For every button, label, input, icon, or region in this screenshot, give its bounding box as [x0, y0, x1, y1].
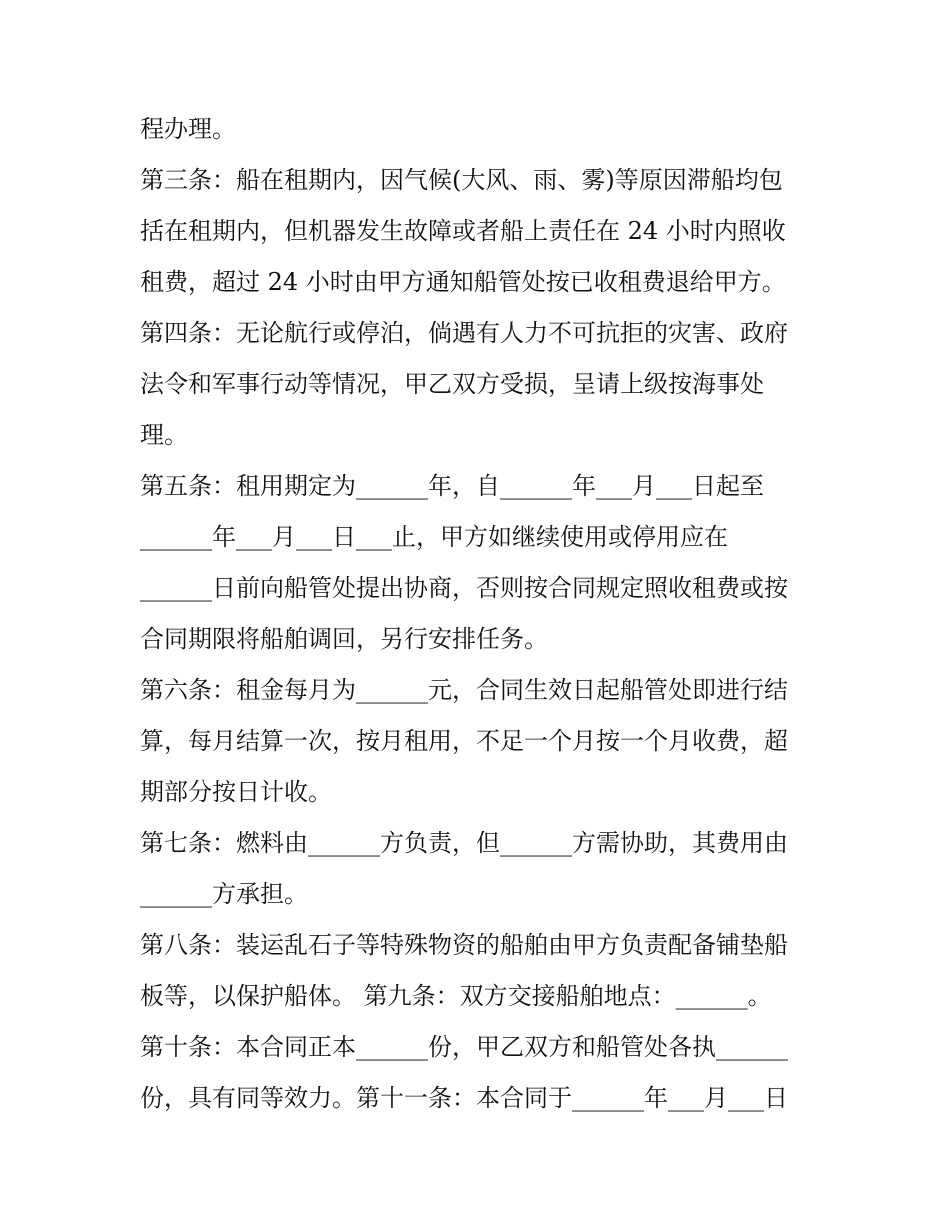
text-line-13: 算，每月结算一次，按月租用，不足一个月按一个月收费，超: [140, 727, 788, 755]
text-line-16: ______方承担。: [140, 880, 308, 908]
text-line-5: 第四条：无论航行或停泊，倘遇有人力不可抗拒的灾害、政府: [140, 319, 788, 347]
text-line-3: 括在租期内，但机器发生故障或者船上责任在 24 小时内照收: [140, 217, 786, 245]
text-line-2: 第三条：船在租期内，因气候(大风、雨、雾)等原因滞船均包: [140, 166, 783, 194]
text-line-20: 份，具有同等效力。第十一条：本合同于______年___月___日: [140, 1084, 788, 1112]
text-line-14: 期部分按日计收。: [140, 778, 332, 806]
text-line-9: ______年___月___日___止，甲方如继续使用或停用应在: [140, 523, 728, 551]
text-line-12: 第六条：租金每月为______元，合同生效日起船管处即进行结: [140, 676, 788, 704]
text-line-15: 第七条：燃料由______方负责，但______方需协助，其费用由: [140, 829, 788, 857]
text-line-17: 第八条：装运乱石子等特殊物资的船舶由甲方负责配备铺垫船: [140, 931, 788, 959]
text-line-18: 板等，以保护船体。 第九条：双方交接船舶地点：______。: [140, 982, 772, 1010]
text-line-19: 第十条：本合同正本______份，甲乙双方和船管处各执______: [140, 1033, 788, 1061]
text-line-8: 第五条：租用期定为______年，自______年___月___日起至: [140, 472, 764, 500]
text-line-1: 程办理。: [140, 115, 236, 143]
text-line-6: 法令和军事行动等情况，甲乙双方受损，呈请上级按海事处: [140, 370, 764, 398]
text-line-7: 理。: [140, 421, 188, 449]
text-line-10: ______日前向船管处提出协商，否则按合同规定照收租费或按: [140, 574, 788, 602]
text-line-4: 租费，超过 24 小时由甲方通知船管处按已收租费退给甲方。: [140, 268, 786, 296]
text-line-11: 合同期限将船舶调回，另行安排任务。: [140, 625, 548, 653]
